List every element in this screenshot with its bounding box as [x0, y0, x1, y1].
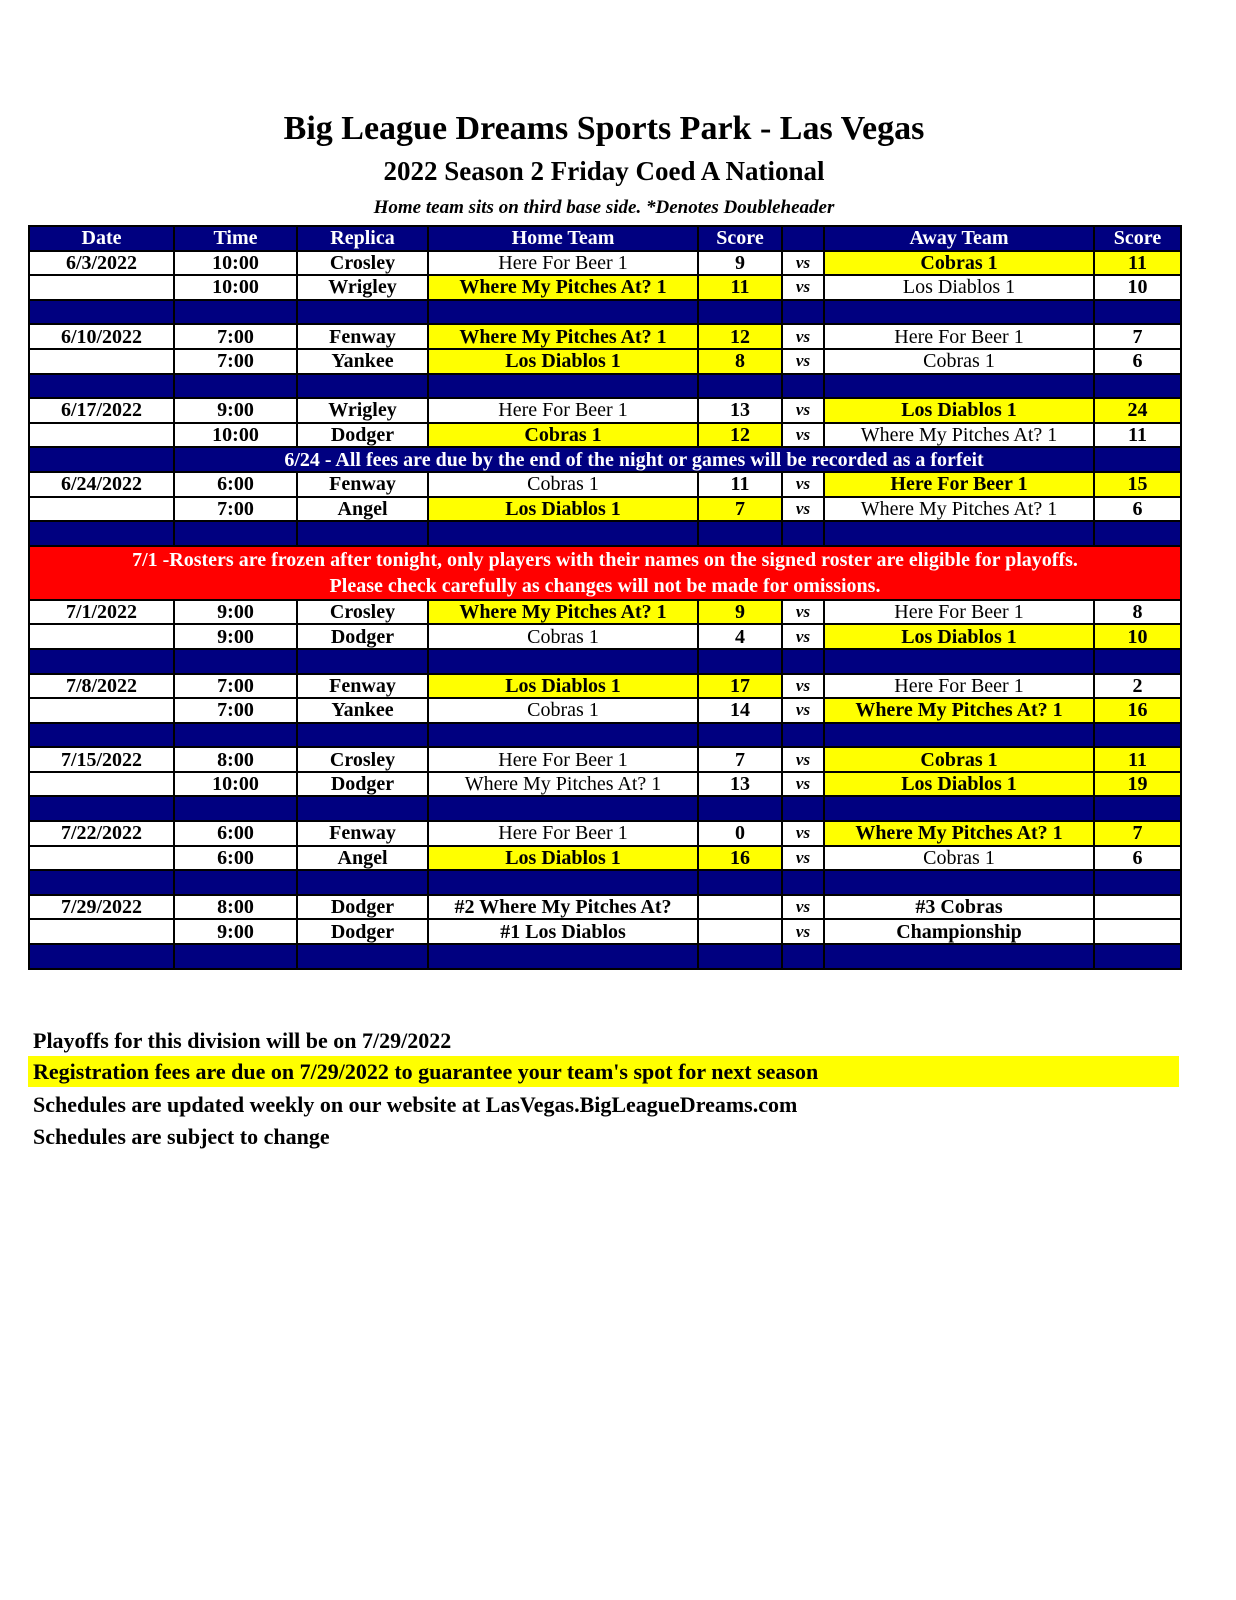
vs-label: vs — [782, 349, 824, 374]
game-date: 6/3/2022 — [29, 251, 174, 276]
game-field: Fenway — [297, 821, 428, 846]
spacer-cell — [428, 870, 698, 895]
away-score — [1094, 919, 1181, 944]
game-date: 6/17/2022 — [29, 398, 174, 423]
spacer-row — [29, 870, 1181, 895]
away-score: 11 — [1094, 251, 1181, 276]
game-field: Dodger — [297, 895, 428, 920]
home-score: 14 — [698, 698, 782, 723]
vs-label: vs — [782, 674, 824, 699]
vs-label: vs — [782, 497, 824, 522]
away-team: Los Diablos 1 — [824, 275, 1094, 300]
game-row — [29, 747, 1181, 772]
game-date: 6/10/2022 — [29, 324, 174, 349]
spacer-cell — [428, 521, 698, 546]
game-time: 8:00 — [174, 895, 297, 920]
home-team: Cobras 1 — [428, 423, 698, 448]
vs-label: vs — [782, 846, 824, 871]
game-field: Fenway — [297, 674, 428, 699]
away-team: Los Diablos 1 — [824, 624, 1094, 649]
footer-website: Schedules are updated weekly on our website at LasVegas.BigLeagueDreams.com — [33, 1092, 798, 1117]
away-team: #3 Cobras — [824, 895, 1094, 920]
spacer-cell — [782, 796, 824, 821]
away-team: Where My Pitches At? 1 — [824, 497, 1094, 522]
away-team: Cobras 1 — [824, 747, 1094, 772]
home-score: 13 — [698, 772, 782, 797]
header-vs — [782, 226, 824, 251]
game-row — [29, 497, 1181, 522]
game-time: 10:00 — [174, 772, 297, 797]
game-time: 7:00 — [174, 349, 297, 374]
away-score: 16 — [1094, 698, 1181, 723]
spacer-row — [29, 300, 1181, 325]
spacer-cell — [29, 796, 174, 821]
game-field: Angel — [297, 846, 428, 871]
game-date: 6/24/2022 — [29, 472, 174, 497]
spacer-cell — [824, 649, 1094, 674]
spacer-cell — [174, 796, 297, 821]
home-score: 9 — [698, 600, 782, 625]
spacer-cell — [428, 374, 698, 399]
notice-blank — [29, 447, 174, 472]
game-date: 7/1/2022 — [29, 600, 174, 625]
game-time: 6:00 — [174, 472, 297, 497]
game-date: 7/22/2022 — [29, 821, 174, 846]
game-row — [29, 423, 1181, 448]
spacer-cell — [297, 870, 428, 895]
spacer-cell — [782, 944, 824, 969]
game-row — [29, 674, 1181, 699]
spacer-cell — [297, 649, 428, 674]
vs-label: vs — [782, 895, 824, 920]
game-field: Wrigley — [297, 275, 428, 300]
home-score: 13 — [698, 398, 782, 423]
home-team: Los Diablos 1 — [428, 846, 698, 871]
vs-label: vs — [782, 772, 824, 797]
spacer-cell — [698, 870, 782, 895]
spacer-cell — [174, 649, 297, 674]
header-time: Time — [174, 226, 297, 251]
home-score: 12 — [698, 324, 782, 349]
game-field: Yankee — [297, 349, 428, 374]
game-row — [29, 349, 1181, 374]
home-team: Here For Beer 1 — [428, 747, 698, 772]
spacer-cell — [174, 944, 297, 969]
spacer-cell — [824, 796, 1094, 821]
game-field: Yankee — [297, 698, 428, 723]
away-score: 7 — [1094, 821, 1181, 846]
spacer-cell — [698, 944, 782, 969]
game-row — [29, 895, 1181, 920]
alert-line1: 7/1 -Rosters are frozen after tonight, only players with their names on the signed roster are eligible for playoffs. — [132, 548, 1078, 571]
home-score — [698, 919, 782, 944]
home-team: Here For Beer 1 — [428, 398, 698, 423]
spacer-cell — [29, 521, 174, 546]
away-score: 2 — [1094, 674, 1181, 699]
vs-label: vs — [782, 698, 824, 723]
spacer-row — [29, 796, 1181, 821]
away-score: 6 — [1094, 846, 1181, 871]
vs-label: vs — [782, 324, 824, 349]
away-score: 19 — [1094, 772, 1181, 797]
game-time: 10:00 — [174, 423, 297, 448]
home-team: Cobras 1 — [428, 624, 698, 649]
game-date — [29, 275, 174, 300]
header-away-score: Score — [1094, 226, 1181, 251]
spacer-cell — [824, 521, 1094, 546]
spacer-cell — [174, 870, 297, 895]
game-time: 6:00 — [174, 821, 297, 846]
game-time: 9:00 — [174, 398, 297, 423]
home-team: Cobras 1 — [428, 698, 698, 723]
spacer-cell — [824, 300, 1094, 325]
game-field: Dodger — [297, 624, 428, 649]
spacer-cell — [1094, 796, 1181, 821]
game-time: 10:00 — [174, 251, 297, 276]
spacer-cell — [1094, 723, 1181, 748]
footer-playoffs: Playoffs for this division will be on 7/29/2022 — [33, 1028, 452, 1053]
away-team: Here For Beer 1 — [824, 600, 1094, 625]
game-row — [29, 772, 1181, 797]
home-score: 9 — [698, 251, 782, 276]
spacer-cell — [174, 374, 297, 399]
spacer-cell — [698, 374, 782, 399]
game-field: Wrigley — [297, 398, 428, 423]
spacer-cell — [297, 723, 428, 748]
game-field: Dodger — [297, 772, 428, 797]
spacer-cell — [824, 870, 1094, 895]
spacer-cell — [428, 649, 698, 674]
spacer-cell — [782, 649, 824, 674]
alert-cell — [29, 546, 1181, 600]
home-score: 7 — [698, 747, 782, 772]
vs-label: vs — [782, 747, 824, 772]
game-date: 7/15/2022 — [29, 747, 174, 772]
game-time: 6:00 — [174, 846, 297, 871]
game-row — [29, 698, 1181, 723]
away-team: Here For Beer 1 — [824, 674, 1094, 699]
game-field: Crosley — [297, 600, 428, 625]
game-field: Fenway — [297, 324, 428, 349]
header-home-score: Score — [698, 226, 782, 251]
home-team: Here For Beer 1 — [428, 251, 698, 276]
away-team: Los Diablos 1 — [824, 772, 1094, 797]
spacer-cell — [782, 521, 824, 546]
home-team: Where My Pitches At? 1 — [428, 324, 698, 349]
header-date: Date — [29, 226, 174, 251]
spacer-cell — [1094, 300, 1181, 325]
spacer-cell — [782, 723, 824, 748]
game-date — [29, 772, 174, 797]
page-subtitle: 2022 Season 2 Friday Coed A National — [383, 156, 825, 186]
game-row — [29, 821, 1181, 846]
header-home-team: Home Team — [428, 226, 698, 251]
away-team: Championship — [824, 919, 1094, 944]
spacer-cell — [297, 944, 428, 969]
home-score: 7 — [698, 497, 782, 522]
home-score — [698, 895, 782, 920]
game-date — [29, 919, 174, 944]
away-team: Cobras 1 — [824, 846, 1094, 871]
game-field: Dodger — [297, 919, 428, 944]
vs-label: vs — [782, 423, 824, 448]
spacer-cell — [29, 649, 174, 674]
spacer-cell — [698, 521, 782, 546]
vs-label: vs — [782, 624, 824, 649]
spacer-cell — [428, 944, 698, 969]
game-row — [29, 398, 1181, 423]
home-score: 16 — [698, 846, 782, 871]
spacer-cell — [297, 521, 428, 546]
home-score: 12 — [698, 423, 782, 448]
game-field: Fenway — [297, 472, 428, 497]
game-date — [29, 497, 174, 522]
home-score: 11 — [698, 472, 782, 497]
away-score: 6 — [1094, 497, 1181, 522]
header-away-team: Away Team — [824, 226, 1094, 251]
spacer-row — [29, 944, 1181, 969]
header-replica: Replica — [297, 226, 428, 251]
spacer-cell — [297, 796, 428, 821]
alert-row — [29, 546, 1181, 600]
game-field: Angel — [297, 497, 428, 522]
away-score: 11 — [1094, 747, 1181, 772]
spacer-cell — [824, 723, 1094, 748]
home-team: Where My Pitches At? 1 — [428, 275, 698, 300]
spacer-cell — [174, 521, 297, 546]
away-score: 7 — [1094, 324, 1181, 349]
header-row — [29, 226, 1181, 251]
spacer-cell — [1094, 649, 1181, 674]
game-field: Crosley — [297, 251, 428, 276]
alert-line2: Please check carefully as changes will not be made for omissions. — [329, 574, 881, 597]
away-team: Where My Pitches At? 1 — [824, 821, 1094, 846]
spacer-cell — [698, 649, 782, 674]
spacer-cell — [782, 374, 824, 399]
spacer-cell — [174, 300, 297, 325]
spacer-row — [29, 521, 1181, 546]
spacer-cell — [29, 870, 174, 895]
notice-blank — [1094, 447, 1181, 472]
game-date — [29, 846, 174, 871]
home-score: 0 — [698, 821, 782, 846]
spacer-cell — [782, 870, 824, 895]
vs-label: vs — [782, 472, 824, 497]
game-row — [29, 324, 1181, 349]
home-team: Here For Beer 1 — [428, 821, 698, 846]
game-date — [29, 698, 174, 723]
vs-label: vs — [782, 275, 824, 300]
vs-label: vs — [782, 251, 824, 276]
spacer-cell — [29, 300, 174, 325]
away-team: Los Diablos 1 — [824, 398, 1094, 423]
game-time: 7:00 — [174, 674, 297, 699]
away-score: 15 — [1094, 472, 1181, 497]
vs-label: vs — [782, 398, 824, 423]
away-score: 24 — [1094, 398, 1181, 423]
home-team: Los Diablos 1 — [428, 349, 698, 374]
home-score: 8 — [698, 349, 782, 374]
game-date: 7/29/2022 — [29, 895, 174, 920]
away-score — [1094, 895, 1181, 920]
spacer-cell — [1094, 374, 1181, 399]
game-row — [29, 624, 1181, 649]
away-team: Here For Beer 1 — [824, 324, 1094, 349]
spacer-row — [29, 649, 1181, 674]
spacer-row — [29, 374, 1181, 399]
game-time: 9:00 — [174, 600, 297, 625]
vs-label: vs — [782, 600, 824, 625]
game-time: 9:00 — [174, 919, 297, 944]
game-date: 7/8/2022 — [29, 674, 174, 699]
home-team: Cobras 1 — [428, 472, 698, 497]
game-date — [29, 349, 174, 374]
away-score: 10 — [1094, 624, 1181, 649]
game-time: 7:00 — [174, 497, 297, 522]
spacer-cell — [297, 374, 428, 399]
away-score: 8 — [1094, 600, 1181, 625]
game-row — [29, 919, 1181, 944]
spacer-cell — [1094, 944, 1181, 969]
home-score: 4 — [698, 624, 782, 649]
vs-label: vs — [782, 919, 824, 944]
away-team: Cobras 1 — [824, 251, 1094, 276]
spacer-cell — [297, 300, 428, 325]
spacer-cell — [428, 300, 698, 325]
home-team: #2 Where My Pitches At? — [428, 895, 698, 920]
away-team: Where My Pitches At? 1 — [824, 698, 1094, 723]
away-score: 11 — [1094, 423, 1181, 448]
game-field: Dodger — [297, 423, 428, 448]
spacer-cell — [824, 374, 1094, 399]
spacer-cell — [1094, 870, 1181, 895]
notice-row — [29, 447, 1181, 472]
game-time: 8:00 — [174, 747, 297, 772]
game-row — [29, 472, 1181, 497]
game-row — [29, 600, 1181, 625]
spacer-cell — [782, 300, 824, 325]
footer-change: Schedules are subject to change — [33, 1124, 330, 1149]
spacer-cell — [428, 723, 698, 748]
game-time: 7:00 — [174, 324, 297, 349]
spacer-cell — [1094, 521, 1181, 546]
vs-label: vs — [782, 821, 824, 846]
home-team: Los Diablos 1 — [428, 497, 698, 522]
away-team: Here For Beer 1 — [824, 472, 1094, 497]
game-row — [29, 846, 1181, 871]
home-score: 11 — [698, 275, 782, 300]
home-team: #1 Los Diablos — [428, 919, 698, 944]
game-date — [29, 624, 174, 649]
game-time: 10:00 — [174, 275, 297, 300]
game-row — [29, 251, 1181, 276]
home-team-note: Home team sits on third base side. *Denotes Doubleheader — [373, 197, 835, 218]
spacer-cell — [698, 723, 782, 748]
away-score: 10 — [1094, 275, 1181, 300]
home-team: Where My Pitches At? 1 — [428, 600, 698, 625]
notice-text: 6/24 - All fees are due by the end of the night or games will be recorded as a forfeit — [174, 447, 1094, 472]
schedule-table — [28, 225, 1182, 970]
spacer-cell — [824, 944, 1094, 969]
page-title: Big League Dreams Sports Park - Las Vegas — [283, 110, 925, 147]
game-row — [29, 275, 1181, 300]
game-time: 9:00 — [174, 624, 297, 649]
game-time: 7:00 — [174, 698, 297, 723]
spacer-cell — [698, 796, 782, 821]
spacer-cell — [29, 944, 174, 969]
game-date — [29, 423, 174, 448]
away-team: Cobras 1 — [824, 349, 1094, 374]
home-team: Where My Pitches At? 1 — [428, 772, 698, 797]
away-score: 6 — [1094, 349, 1181, 374]
spacer-cell — [428, 796, 698, 821]
footer-registration: Registration fees are due on 7/29/2022 to guarantee your team's spot for next season — [28, 1056, 1179, 1087]
home-team: Los Diablos 1 — [428, 674, 698, 699]
spacer-row — [29, 723, 1181, 748]
spacer-cell — [29, 374, 174, 399]
spacer-cell — [174, 723, 297, 748]
spacer-cell — [698, 300, 782, 325]
home-score: 17 — [698, 674, 782, 699]
game-field: Crosley — [297, 747, 428, 772]
spacer-cell — [29, 723, 174, 748]
away-team: Where My Pitches At? 1 — [824, 423, 1094, 448]
